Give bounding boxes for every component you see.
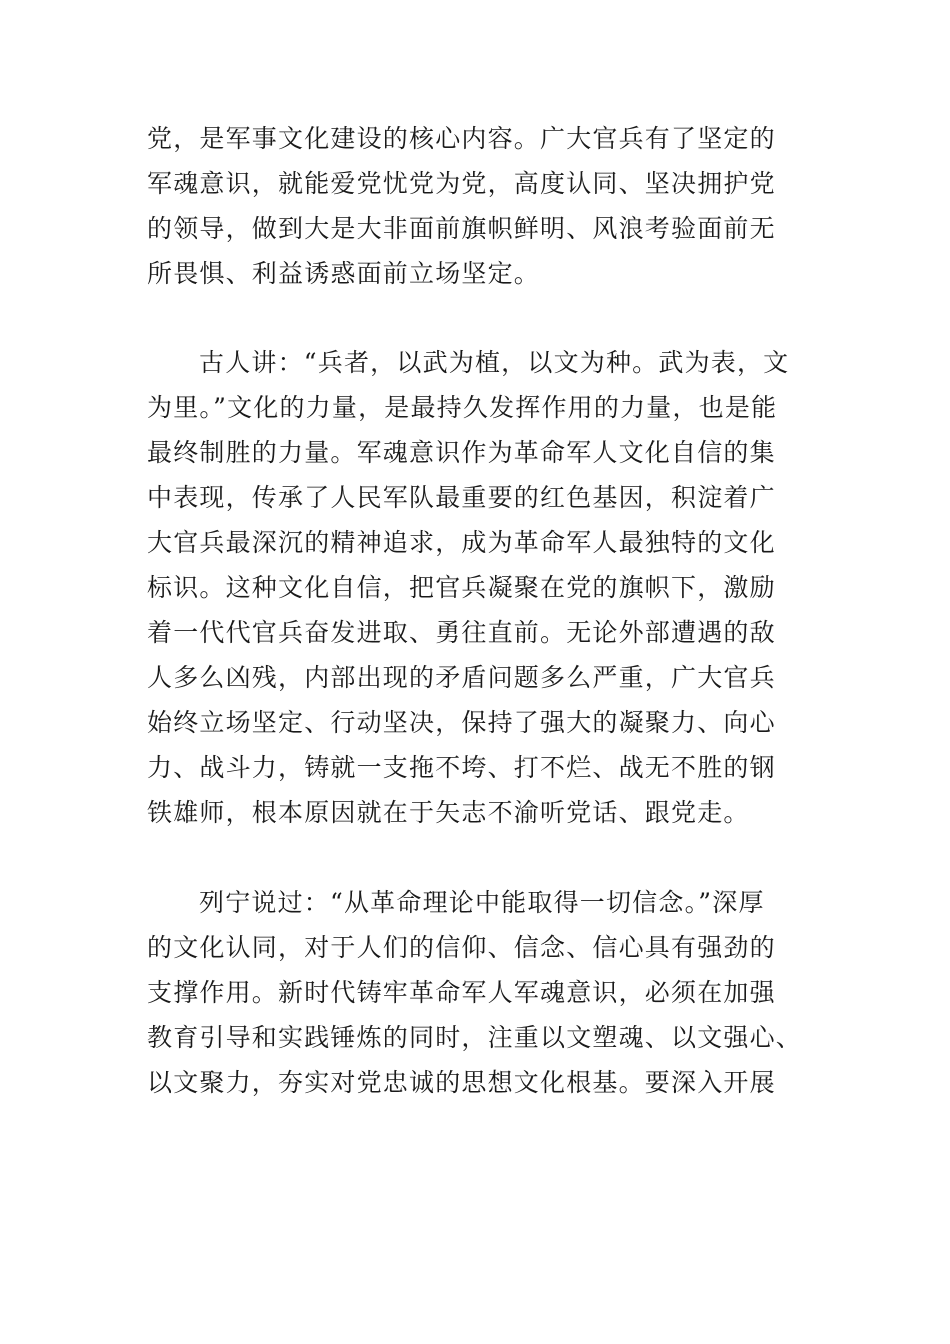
paragraph-line: 的文化认同，对于人们的信仰、信念、信心具有强劲的 <box>147 933 776 962</box>
paragraph-line: 军魂意识，就能爱党忧党为党，高度认同、坚决拥护党 <box>147 169 776 198</box>
paragraph-line: 古人讲：“兵者，以武为植，以文为种。武为表，文 <box>199 348 790 377</box>
paragraph-line: 人多么凶残，内部出现的矛盾问题多么严重，广大官兵 <box>147 663 776 692</box>
paragraph-line: 列宁说过：“从革命理论中能取得一切信念。”深厚 <box>199 888 765 917</box>
paragraph-line: 中表现，传承了人民军队最重要的红色基因，积淀着广 <box>147 483 776 512</box>
paragraph-2 <box>147 340 807 835</box>
paragraph-line: 力、战斗力，铸就一支拖不垮、打不烂、战无不胜的钢 <box>147 753 776 782</box>
paragraph-line: 以文聚力，夯实对党忠诚的思想文化根基。要深入开展 <box>147 1068 776 1097</box>
paragraph-line: 党，是军事文化建设的核心内容。广大官兵有了坚定的 <box>147 124 776 153</box>
paragraph-line: 为里。”文化的力量，是最持久发挥作用的力量，也是能 <box>147 393 778 422</box>
paragraph-line: 教育引导和实践锤炼的同时，注重以文塑魂、以文强心、 <box>147 1023 803 1052</box>
paragraph-3 <box>147 880 807 1105</box>
paragraph-line: 大官兵最深沉的精神追求，成为革命军人最独特的文化 <box>147 528 776 557</box>
paragraph-line: 标识。这种文化自信，把官兵凝聚在党的旗帜下，激励 <box>147 573 776 602</box>
paragraph-1 <box>147 116 807 296</box>
paragraph-line: 最终制胜的力量。军魂意识作为革命军人文化自信的集 <box>147 438 776 467</box>
paragraph-line: 所畏惧、利益诱惑面前立场坚定。 <box>147 259 541 288</box>
paragraph-line: 着一代代官兵奋发进取、勇往直前。无论外部遭遇的敌 <box>147 618 776 647</box>
paragraph-line: 的领导，做到大是大非面前旗帜鲜明、风浪考验面前无 <box>147 214 776 243</box>
paragraph-line: 始终立场坚定、行动坚决，保持了强大的凝聚力、向心 <box>147 708 776 737</box>
paragraph-line: 铁雄师，根本原因就在于矢志不渝听党话、跟党走。 <box>147 798 750 827</box>
paragraph-line: 支撑作用。新时代铸牢革命军人军魂意识，必须在加强 <box>147 978 776 1007</box>
